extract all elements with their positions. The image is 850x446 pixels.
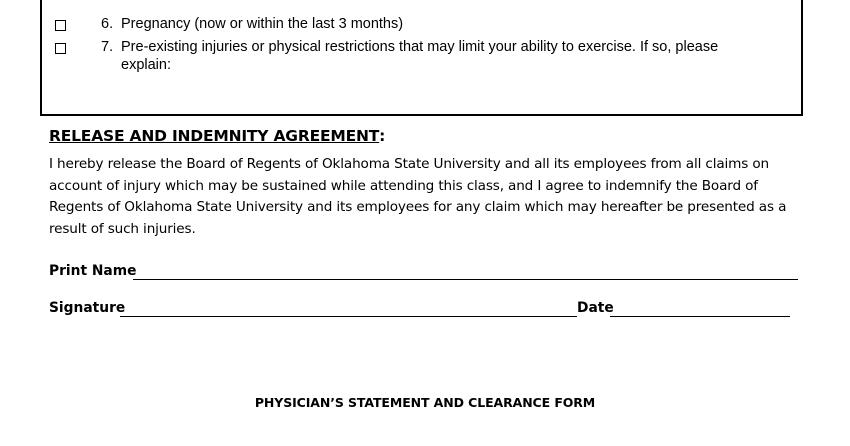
release-paragraph: I hereby release the Board of Regents of Oklahoma State University and all its employees from all claims on account of injury which may be sustained while attending this class, and I agree to indemnify the Board of Regents of Oklahoma State University and its employees for any claim which may hereafter be presented as a result of such injuries.: [49, 156, 787, 237]
question-7-text: Pre-existing injuries or physical restrictions that may limit your ability to exercise. If so, please explain:: [121, 39, 719, 73]
release-heading-colon: :: [379, 127, 386, 145]
physician-statement-title: PHYSICIAN’S STATEMENT AND CLEARANCE FORM: [254, 395, 596, 410]
print-name-field[interactable]: [133, 279, 798, 280]
signature-label: Signature: [49, 300, 126, 316]
question-6-checkbox[interactable]: [55, 20, 66, 31]
release-heading-text: RELEASE AND INDEMNITY AGREEMENT: [49, 127, 380, 145]
release-heading: [49, 127, 385, 145]
question-6-text: Pregnancy (now or within the last 3 months): [121, 16, 404, 32]
question-7-row: [0, 38, 850, 78]
print-name-label: Print Name: [49, 263, 137, 279]
question-6-number: 6.: [101, 16, 114, 32]
signature-field[interactable]: [120, 316, 577, 317]
date-label: Date: [577, 300, 614, 316]
question-7-number: 7.: [101, 39, 114, 55]
date-field[interactable]: [610, 316, 790, 317]
